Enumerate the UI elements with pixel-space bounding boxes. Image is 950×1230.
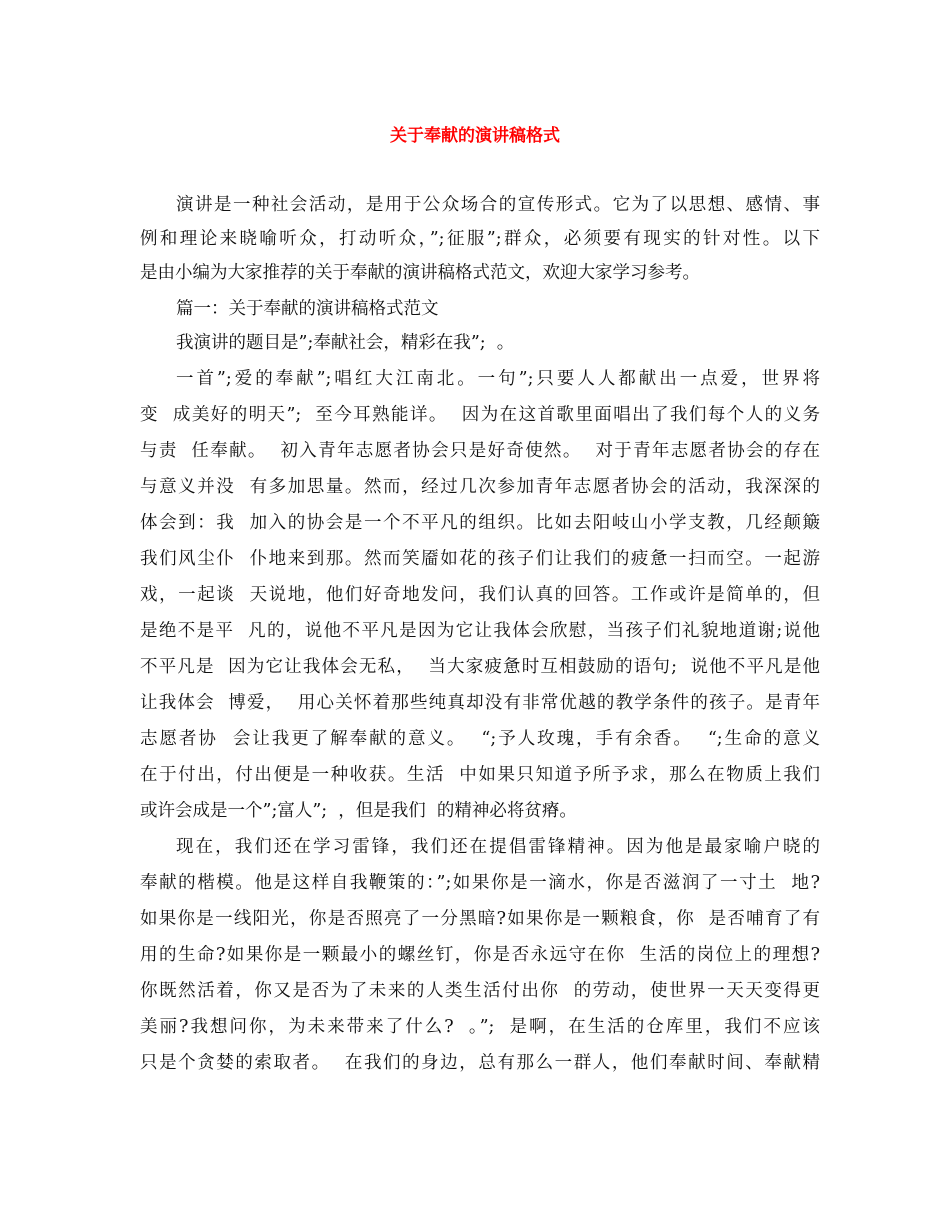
body-line-13: 是绝不是平 凡的，说他不平凡是因为它让我体会欣慰，当孩子们礼貌地道谢;说他: [140, 621, 820, 641]
body-line-7: 变 成美好的明天”; 至今耳熟能详。 因为在这首歌里面唱出了我们每个人的义务: [140, 405, 820, 425]
body-line-25: 只是个贪婪的索取者。 在我们的身边，总有那么一群人，他们奉献时间、奉献精: [140, 1053, 820, 1073]
body-line-6: 一首”;爱的奉献”;唱红大江南北。一句”;只要人人都献出一点爱，世界将: [176, 369, 820, 389]
body-line-17: 在于付出，付出便是一种收获。生活 中如果只知道予所予求，那么在物质上我们: [140, 765, 820, 785]
body-line-15: 让我体会 博爱， 用心关怀着那些纯真却没有非常优越的教学条件的孩子。是青年: [140, 693, 820, 713]
document-title: 关于奉献的演讲稿格式: [390, 126, 560, 146]
body-line-3: 是由小编为大家推荐的关于奉献的演讲稿格式范文，欢迎大家学习参考。: [140, 263, 700, 283]
body-line-22: 用的生命?如果你是一颗最小的螺丝钉，你是否永远守在你 生活的岗位上的理想?: [140, 945, 820, 965]
body-line-16: 志愿者协 会让我更了解奉献的意义。 “;予人玫瑰，手有余香。 “;生命的意义: [140, 729, 820, 749]
body-line-8: 与责 任奉献。 初入青年志愿者协会只是好奇使然。 对于青年志愿者协会的存在: [140, 441, 820, 461]
body-line-12: 戏，一起谈 天说地，他们好奇地发问，我们认真的回答。工作或许是简单的，但: [140, 585, 820, 605]
body-line-20: 奉献的楷模。他是这样自我鞭策的：”;如果你是一滴水，你是否滋润了一寸土 地?: [140, 873, 820, 893]
body-line-23: 你既然活着，你又是否为了未来的人类生活付出你 的劳动，使世界一天天变得更: [140, 981, 820, 1001]
body-line-18: 或许会成是一个”;富人”; ，但是我们 的精神必将贫瘠。: [140, 801, 577, 821]
body-line-5: 我演讲的题目是”;奉献社会，精彩在我”; 。: [176, 333, 515, 353]
body-line-2: 例和理论来晓喻听众，打动听众，”;征服”;群众，必须要有现实的针对性。以下: [140, 229, 820, 249]
body-line-9: 与意义并没 有多加思量。然而，经过几次参加青年志愿者协会的活动，我深深的: [140, 477, 820, 497]
body-line-14: 不平凡是 因为它让我体会无私， 当大家疲惫时互相鼓励的语句; 说他不平凡是他: [140, 657, 820, 677]
body-line-10: 体会到：我 加入的协会是一个不平凡的组织。比如去阳岐山小学支教，几经颠簸: [140, 513, 820, 533]
section-heading: 篇一：关于奉献的演讲稿格式范文: [176, 299, 439, 319]
body-line-24: 美丽?我想问你，为未来带来了什么? 。”; 是啊，在生活的仓库里，我们不应该: [140, 1017, 820, 1037]
body-line-19: 现在，我们还在学习雷锋，我们还在提倡雷锋精神。因为他是最家喻户晓的: [176, 837, 820, 857]
body-line-11: 我们风尘仆 仆地来到那。然而笑靥如花的孩子们让我们的疲惫一扫而空。一起游: [140, 549, 820, 569]
body-line-21: 如果你是一线阳光，你是否照亮了一分黑暗?如果你是一颗粮食，你 是否哺育了有: [140, 909, 820, 929]
body-line-1: 演讲是一种社会活动，是用于公众场合的宣传形式。它为了以思想、感情、事: [176, 195, 820, 215]
